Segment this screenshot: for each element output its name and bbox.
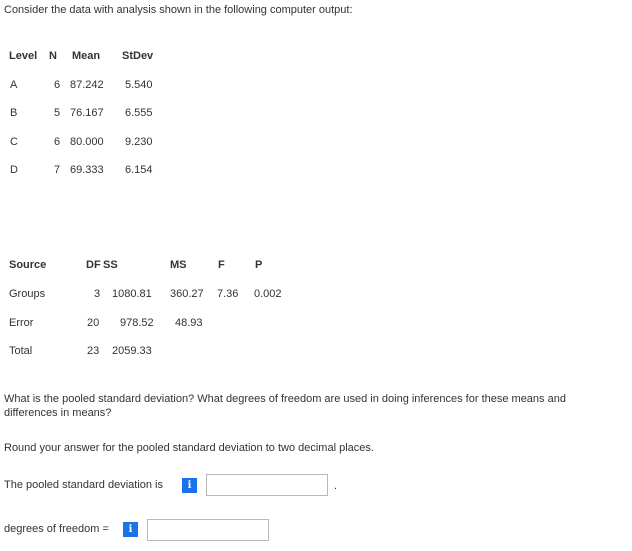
df-cell: 3 [94, 288, 101, 300]
stdev-cell: 9.230 [125, 136, 153, 148]
info-icon[interactable]: i [123, 522, 138, 537]
mean-cell: 76.167 [70, 107, 104, 119]
f-cell: 7.36 [217, 288, 239, 300]
info-icon[interactable]: i [182, 478, 197, 493]
stdev-cell: 6.555 [125, 107, 153, 119]
col-header-n: N [49, 50, 57, 62]
col-header-f: F [218, 259, 225, 271]
col-header-level: Level [9, 50, 38, 62]
ms-cell: 48.93 [175, 317, 203, 329]
stdev-cell: 5.540 [125, 79, 153, 91]
n-cell: 6 [54, 79, 61, 91]
col-header-ss: SS [103, 259, 118, 271]
mean-cell: 87.242 [70, 79, 104, 91]
level-cell: B [10, 107, 18, 119]
df-cell: 23 [87, 345, 100, 357]
intro-text: Consider the data with analysis shown in the following computer output: [4, 4, 353, 16]
df-cell: 20 [87, 317, 100, 329]
col-header-df: DF [86, 259, 101, 271]
degrees-of-freedom-label: degrees of freedom = [4, 523, 109, 535]
ss-cell: 2059.33 [112, 345, 152, 357]
pooled-sd-label: The pooled standard deviation is [4, 479, 163, 491]
col-header-source: Source [9, 259, 47, 271]
n-cell: 5 [54, 107, 61, 119]
stdev-cell: 6.154 [125, 164, 153, 176]
instruction-text: Round your answer for the pooled standard deviation to two decimal places. [4, 442, 374, 454]
ms-cell: 360.27 [170, 288, 204, 300]
pooled-sd-input[interactable] [206, 474, 328, 496]
p-cell: 0.002 [254, 288, 282, 300]
ss-cell: 978.52 [120, 317, 154, 329]
col-header-mean: Mean [72, 50, 101, 62]
level-cell: C [10, 136, 18, 148]
question-text: What is the pooled standard deviation? What degrees of freedom are used in doing inferences for these means and differences in means? [4, 393, 566, 419]
level-cell: D [10, 164, 18, 176]
mean-cell: 69.333 [70, 164, 104, 176]
col-header-ms: MS [170, 259, 187, 271]
ss-cell: 1080.81 [112, 288, 152, 300]
pooled-sd-suffix: . [334, 480, 338, 492]
mean-cell: 80.000 [70, 136, 104, 148]
source-cell: Error [9, 317, 34, 329]
source-cell: Groups [9, 288, 46, 300]
level-cell: A [10, 79, 18, 91]
n-cell: 7 [54, 164, 61, 176]
n-cell: 6 [54, 136, 61, 148]
source-cell: Total [9, 345, 33, 357]
col-header-p: P [255, 259, 263, 271]
degrees-of-freedom-input[interactable] [147, 519, 269, 541]
col-header-stdev: StDev [122, 50, 154, 62]
